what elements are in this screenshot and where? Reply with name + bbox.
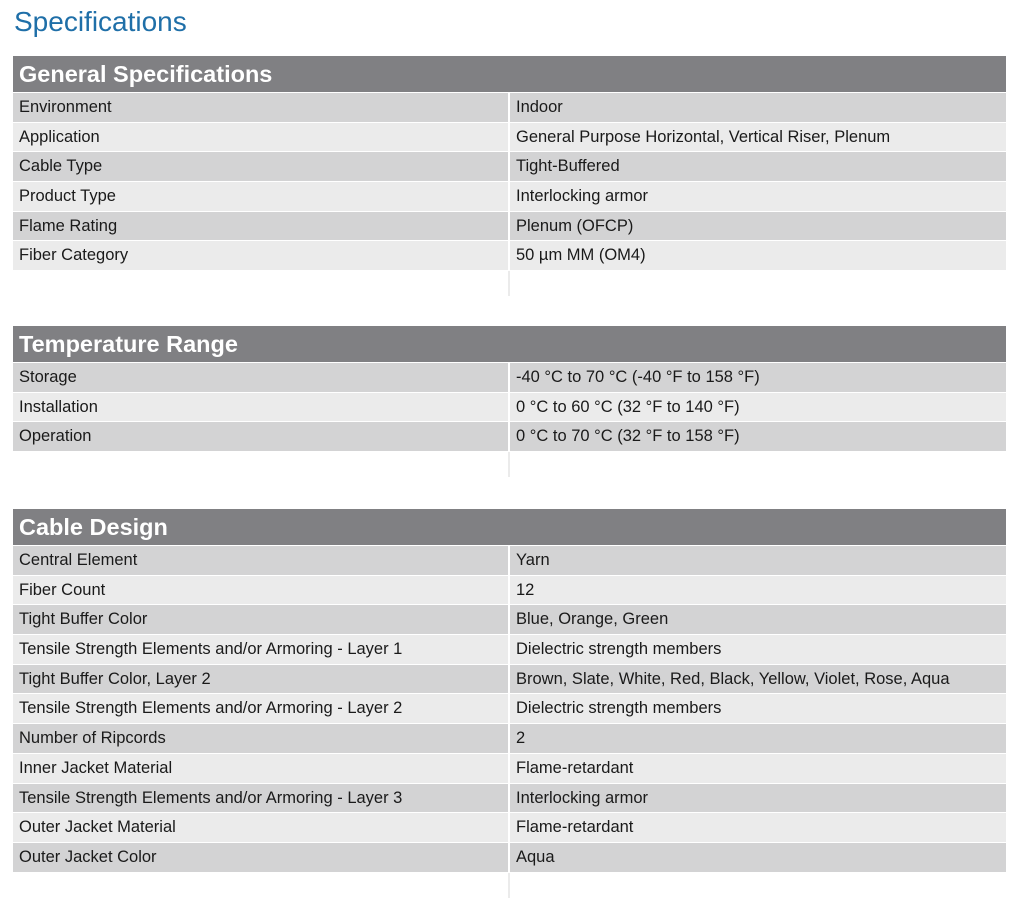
row-label: Tensile Strength Elements and/or Armoring - Layer 1 [13, 635, 510, 664]
table-row [13, 212, 1006, 242]
spacer-cell [13, 271, 510, 296]
row-label: Central Element [13, 546, 510, 575]
table-row [13, 843, 1006, 873]
general-specifications-section [13, 56, 1006, 297]
table-row [13, 422, 1006, 452]
row-value: Blue, Orange, Green [516, 610, 669, 629]
row-value: Flame-retardant [516, 818, 634, 837]
table-row [13, 576, 1006, 606]
spacer-cell [13, 873, 510, 898]
row-label: Tight Buffer Color [13, 605, 510, 634]
row-value: Yarn [516, 551, 550, 569]
row-value: Dielectric strength members [516, 699, 722, 718]
table-row [13, 754, 1006, 784]
table-spacer-row [13, 873, 1006, 899]
row-value: 2 [516, 729, 526, 748]
row-value: Brown, Slate, White, Red, Black, Yellow, Violet, Rose, Aqua [516, 669, 950, 688]
row-label: Outer Jacket Material [13, 813, 510, 842]
temperature-range-section [13, 326, 1006, 478]
table-row [13, 363, 1006, 393]
row-value: Interlocking armor [516, 788, 649, 807]
row-value: Dielectric strength members [516, 640, 722, 659]
table-row [13, 813, 1006, 843]
table-row [13, 665, 1006, 695]
row-label: Flame Rating [13, 212, 510, 241]
row-label: Tensile Strength Elements and/or Armoring - Layer 3 [13, 784, 510, 813]
row-label: Application [13, 123, 510, 152]
spacer-cell [510, 452, 1006, 477]
table-spacer-row [13, 452, 1006, 478]
table-spacer-row [13, 271, 1006, 297]
table-row [13, 694, 1006, 724]
row-label: Tight Buffer Color, Layer 2 [13, 665, 510, 694]
table-row [13, 546, 1006, 576]
table-row [13, 152, 1006, 182]
row-value: 12 [516, 580, 535, 599]
table-row [13, 605, 1006, 635]
row-label: Tensile Strength Elements and/or Armoring - Layer 2 [13, 694, 510, 723]
row-value: 50 µm MM (OM4) [516, 246, 646, 265]
spacer-cell [13, 452, 510, 477]
row-value: 0 °C to 60 °C (32 °F to 140 °F) [516, 397, 740, 416]
row-value: Aqua [516, 847, 555, 866]
table-row [13, 241, 1006, 271]
table-row [13, 93, 1006, 123]
row-label: Storage [13, 363, 510, 392]
row-value: Interlocking armor [516, 187, 649, 206]
cable-design-section [13, 509, 1006, 899]
row-label: Environment [13, 93, 510, 122]
spacer-cell [510, 873, 1006, 898]
row-value: Plenum (OFCP) [516, 216, 634, 235]
table-row [13, 123, 1006, 153]
row-label: Inner Jacket Material [13, 754, 510, 783]
row-label: Number of Ripcords [13, 724, 510, 753]
table-row [13, 635, 1006, 665]
row-value: Flame-retardant [516, 758, 634, 777]
section-header-general: General Specifications [13, 56, 1006, 93]
row-label: Fiber Count [13, 576, 510, 605]
row-value: -40 °C to 70 °C (-40 °F to 158 °F) [516, 368, 760, 386]
row-label: Operation [13, 422, 510, 451]
row-value: Tight-Buffered [516, 157, 620, 176]
row-label: Installation [13, 393, 510, 422]
spacer-cell [510, 271, 1006, 296]
row-value: Indoor [516, 98, 563, 116]
row-value: General Purpose Horizontal, Vertical Riser, Plenum [516, 127, 891, 146]
table-row [13, 784, 1006, 814]
row-label: Fiber Category [13, 241, 510, 270]
section-header-cable-design: Cable Design [13, 509, 1006, 546]
row-label: Outer Jacket Color [13, 843, 510, 872]
table-row [13, 724, 1006, 754]
page-title: Specifications [14, 6, 187, 37]
row-label: Cable Type [13, 152, 510, 181]
row-label: Product Type [13, 182, 510, 211]
table-row [13, 393, 1006, 423]
section-header-temperature: Temperature Range [13, 326, 1006, 363]
row-value: 0 °C to 70 °C (32 °F to 158 °F) [516, 427, 740, 446]
table-row [13, 182, 1006, 212]
